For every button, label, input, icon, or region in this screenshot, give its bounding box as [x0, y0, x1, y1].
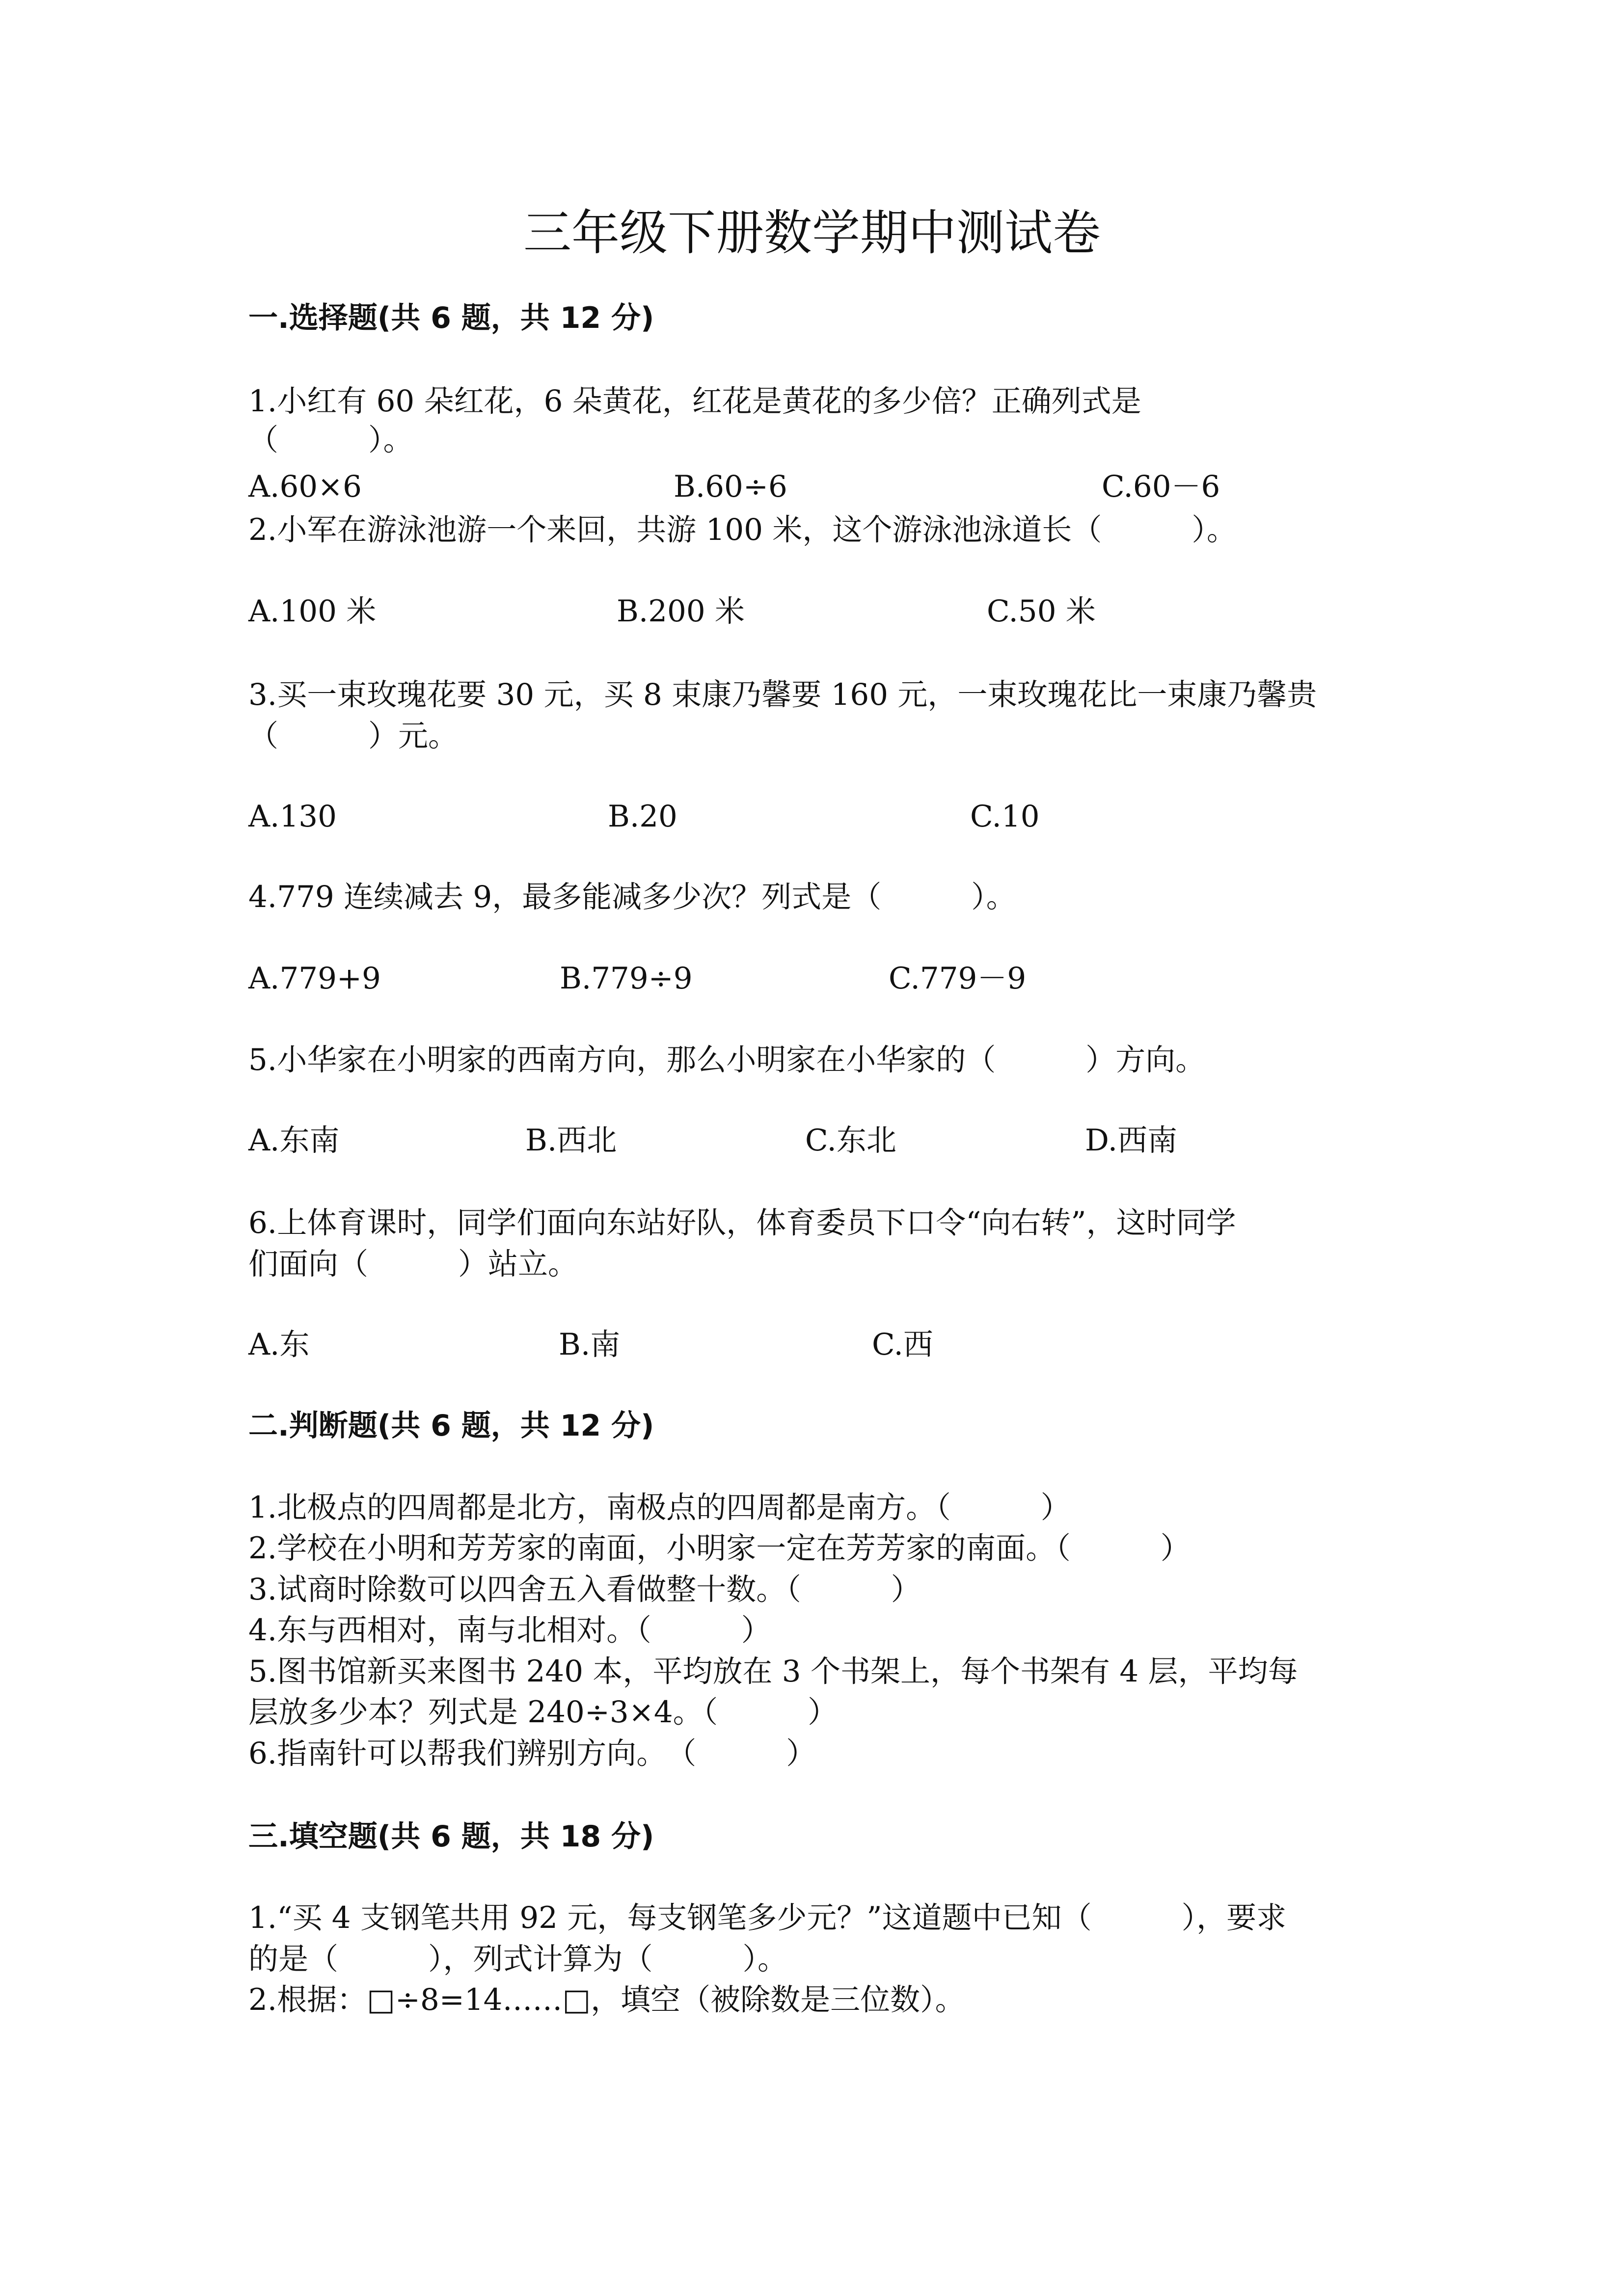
option-b: B.200 米	[617, 594, 745, 629]
question-line: 5.图书馆新买来图书 240 本，平均放在 3 个书架上，每个书架有 4 层，平均每	[248, 1654, 1298, 1689]
question-line: 5.小华家在小明家的西南方向，那么小明家在小华家的（ ）方向。	[248, 1042, 1206, 1077]
question-line: 2.根据：□÷8=14……□，填空（被除数是三位数）。	[248, 1982, 965, 2017]
option-a: A.779+9	[248, 961, 381, 996]
question-line: 1.“买 4 支钢笔共用 92 元，每支钢笔多少元？”这道题中已知（ ），要求	[248, 1900, 1287, 1935]
question-line: 层放多少本？列式是 240÷3×4。（ ）	[248, 1695, 838, 1730]
question-line: 们面向（ ）站立。	[248, 1247, 578, 1281]
question-line: 2.学校在小明和芳芳家的南面，小明家一定在芳芳家的南面。（ ）	[248, 1531, 1191, 1566]
question-line: （ ）。	[248, 423, 413, 457]
option-c: C.10	[970, 799, 1040, 834]
question-line: 的是（ ），列式计算为（ ）。	[248, 1942, 788, 1976]
question-line: 1.北极点的四周都是北方，南极点的四周都是南方。（ ）	[248, 1490, 1071, 1525]
option-a: A.100 米	[248, 594, 377, 629]
option-c: C.50 米	[987, 594, 1096, 629]
question-line: （ ）元。	[248, 719, 459, 753]
option-b: B.20	[608, 799, 677, 834]
option-d: D.西南	[1085, 1123, 1178, 1158]
option-a: A.60×6	[248, 469, 362, 504]
option-a: A.东南	[248, 1123, 340, 1158]
option-c: C.西	[872, 1327, 933, 1362]
option-b: B.西北	[525, 1123, 617, 1158]
option-b: B.60÷6	[674, 469, 787, 504]
option-c: C.东北	[805, 1123, 896, 1158]
section-heading-judgement: 二.判断题(共 6 题，共 12 分)	[248, 1409, 654, 1443]
question-line: 4.东与西相对，南与北相对。（ ）	[248, 1613, 771, 1648]
page-title: 三年级下册数学期中测试卷	[523, 205, 1101, 261]
question-line: 4.779 连续减去 9，最多能减多少次？列式是（ ）。	[248, 880, 1016, 914]
option-a: A.东	[248, 1327, 310, 1362]
question-line: 3.买一束玫瑰花要 30 元，买 8 束康乃馨要 160 元，一束玫瑰花比一束康乃馨贵	[248, 677, 1317, 712]
option-c: C.779－9	[889, 961, 1027, 996]
question-line: 6.上体育课时，同学们面向东站好队，体育委员下口令“向右转”，这时同学	[248, 1205, 1236, 1240]
option-c: C.60－6	[1102, 469, 1220, 504]
question-line: 6.指南针可以帮我们辨别方向。 （ ）	[248, 1736, 816, 1771]
question-line: 1.小红有 60 朵红花，6 朵黄花，红花是黄花的多少倍？正确列式是	[248, 384, 1141, 419]
option-a: A.130	[248, 799, 337, 834]
section-heading-fill-blank: 三.填空题(共 6 题，共 18 分)	[248, 1819, 654, 1854]
question-line: 2.小军在游泳池游一个来回，共游 100 米，这个游泳池泳道长（ ）。	[248, 512, 1237, 547]
section-heading-choice: 一.选择题(共 6 题，共 12 分)	[248, 301, 654, 335]
option-b: B.南	[559, 1327, 621, 1362]
option-b: B.779÷9	[560, 961, 693, 996]
question-line: 3.试商时除数可以四舍五入看做整十数。（ ）	[248, 1572, 921, 1607]
